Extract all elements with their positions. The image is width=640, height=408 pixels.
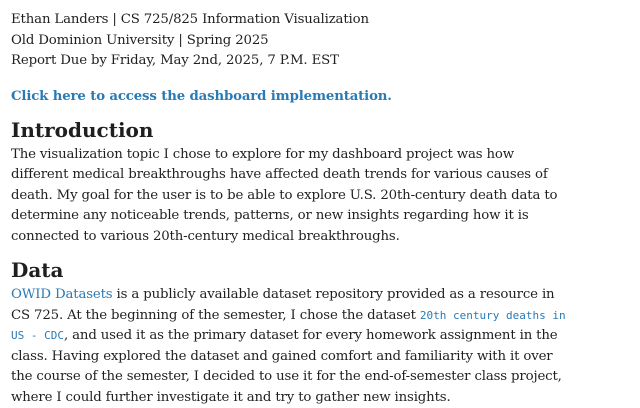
dataset-name-code: 20th century deaths in xyxy=(419,308,566,322)
data-text: CS 725. At the beginning of the semester, I chose the dataset xyxy=(11,307,420,323)
introduction-paragraph xyxy=(11,145,611,248)
data-text: class. Having explored the dataset and gained comfort and familiarity with it over xyxy=(11,348,553,364)
due-date-line: Report Due by Friday, May 2nd, 2025, 7 P.M. EST xyxy=(11,53,339,68)
university-term-line: Old Dominion University | Spring 2025 xyxy=(11,32,269,48)
data-text: is a publicly available dataset repository provided as a resource in xyxy=(112,287,555,302)
intro-line: determine any noticeable trends, patterns, or new insights regarding how it is xyxy=(11,208,529,223)
data-text: the course of the semester, I decided to use it for the end-of-semester class project, xyxy=(11,369,562,384)
dataset-name-code-cont: US - CDC xyxy=(11,329,64,342)
data-paragraph xyxy=(11,285,611,408)
data-heading: Data xyxy=(11,258,64,282)
author-course-line: Ethan Landers | CS 725/825 Information Visualization xyxy=(11,12,369,27)
data-text: , and used it as the primary dataset for every homework assignment in the xyxy=(63,328,558,343)
dashboard-link[interactable]: Click here to access the dashboard implementation. xyxy=(11,88,392,104)
report-header xyxy=(11,10,611,72)
owid-datasets-link[interactable]: OWID Datasets xyxy=(11,287,113,302)
intro-line: different medical breakthroughs have affected death trends for various causes of xyxy=(11,167,548,182)
intro-line: The visualization topic I chose to explore for my dashboard project was how xyxy=(11,146,514,162)
intro-line: connected to various 20th-century medical breakthroughs. xyxy=(11,228,400,244)
intro-line: death. My goal for the user is to be able to explore U.S. 20th-century death data to xyxy=(11,187,558,203)
data-text: where I could further investigate it and try to gather new insights. xyxy=(11,389,451,405)
introduction-heading: Introduction xyxy=(11,117,154,142)
report-page xyxy=(11,10,611,408)
